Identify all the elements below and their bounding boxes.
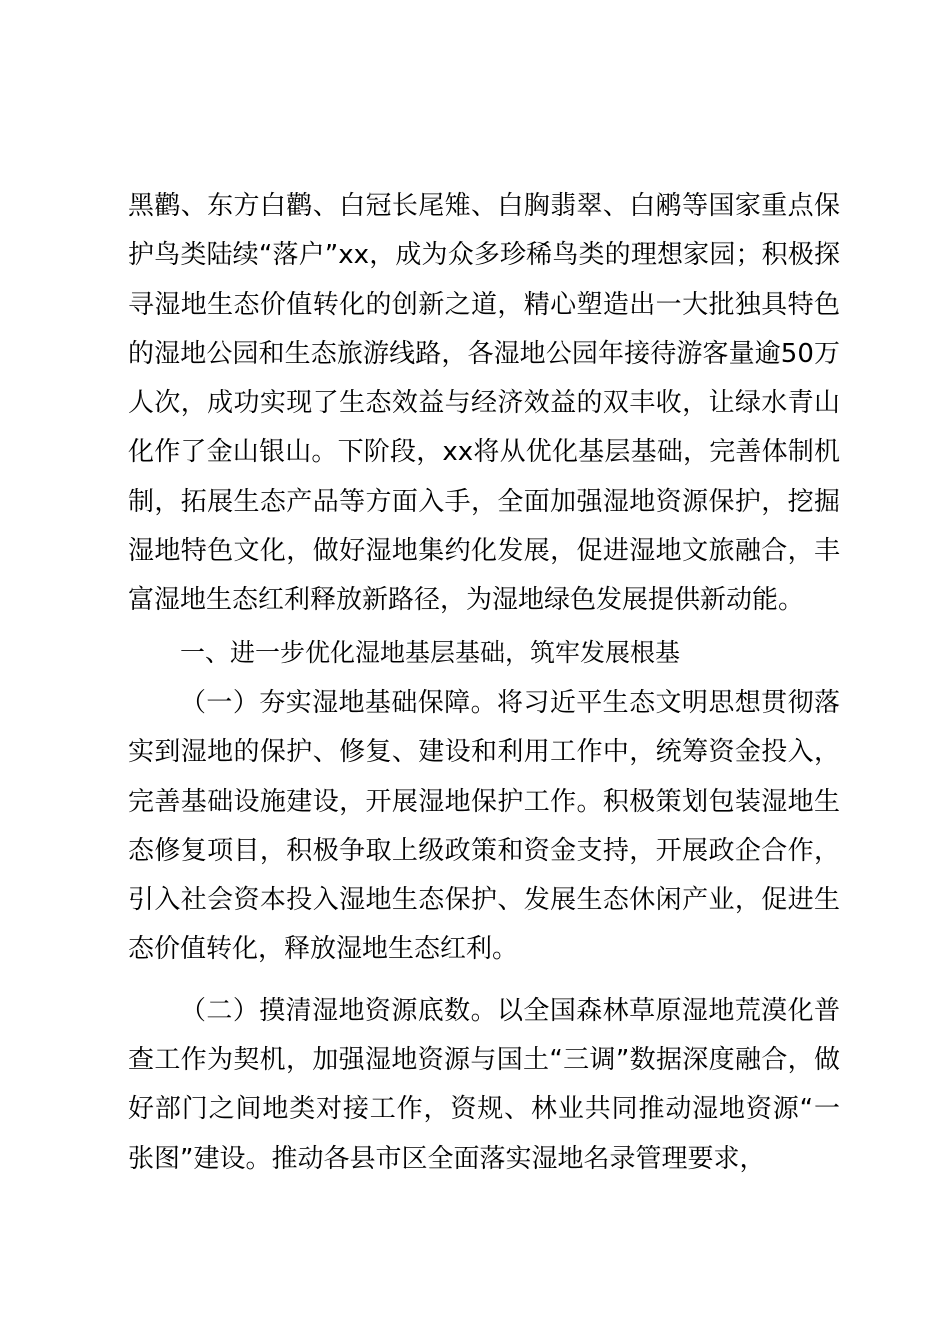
paragraph-item-2: （二）摸清湿地资源底数。以全国森林草原湿地荒漠化普查工作为契机，加强湿地资源与国土“三调”数据深度融合，做好部门之间地类对接工作，资规、林业共同推动湿地资源“一张图”建设。推动各县市区全面落实湿地名录管理要求， bbox=[128, 995, 840, 1174]
section-heading: 一、进一步优化湿地基层基础，筑牢发展根基 bbox=[180, 637, 681, 667]
document-body bbox=[128, 182, 840, 1184]
paragraph-item-1: （一）夯实湿地基础保障。将习近平生态文明思想贯彻落实到湿地的保护、修复、建设和利用工作中，统筹资金投入，完善基础设施建设，开展湿地保护工作。积极策划包装湿地生态修复项目，积极争取上级政策和资金支持，开展政企合作，引入社会资本投入湿地生态保护、发展生态休闲产业，促进生态价值转化，释放湿地生态红利。 bbox=[128, 687, 840, 965]
paragraph-continuation: 黑鹳、东方白鹳、白冠长尾雉、白胸翡翠、白鹇等国家重点保护鸟类陆续“落户”xx，成为众多珍稀鸟类的理想家园；积极探寻湿地生态价值转化的创新之道，精心塑造出一大批独具特色的湿地公园和生态旅游线路，各湿地公园年接待游客量逾50万人次，成功实现了生态效益与经济效益的双丰收，让绿水青山化作了金山银山。下阶段，xx将从优化基层基础，完善体制机制，拓展生态产品等方面入手，全面加强湿地资源保护，挖掘湿地特色文化，做好湿地集约化发展，促进湿地文旅融合，丰富湿地生态红利释放新路径，为湿地绿色发展提供新动能。 bbox=[128, 191, 840, 616]
